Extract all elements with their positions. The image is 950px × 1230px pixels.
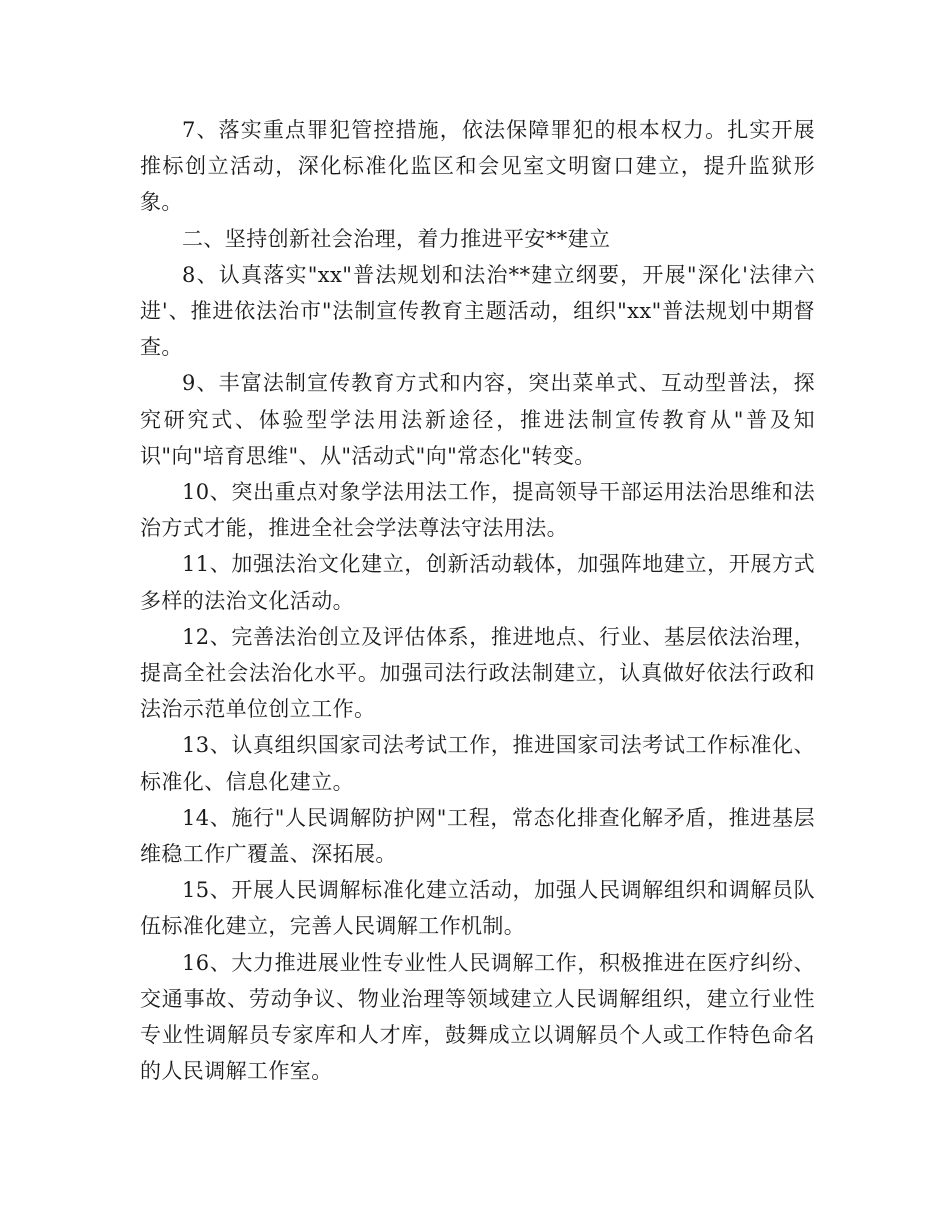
paragraph-item-14: 14、施行"人民调解防护网"工程，常态化排查化解矛盾，推进基层维稳工作广覆盖、深拓展。 bbox=[140, 805, 815, 867]
section-heading-2: 二、坚持创新社会治理，着力推进平安**建立 bbox=[182, 226, 611, 251]
paragraph-item-13: 13、认真组织国家司法考试工作，推进国家司法考试工作标准化、标准化、信息化建立。 bbox=[140, 733, 815, 794]
paragraph-item-11: 11、加强法治文化建立，创新活动载体，加强阵地建立，开展方式多样的法治文化活动。 bbox=[140, 552, 815, 613]
paragraph-item-10: 10、突出重点对象学法用法工作，提高领导干部运用法治思维和法治方式才能，推进全社会学法尊法守法用法。 bbox=[140, 480, 815, 541]
paragraph-item-7: 7、落实重点罪犯管控措施，依法保障罪犯的根本权力。扎实开展推标创立活动，深化标准化监区和会见室文明窗口建立，提升监狱形象。 bbox=[140, 118, 815, 215]
paragraph-item-16: 16、大力推进展业性专业性人民调解工作，积极推进在医疗纠纷、交通事故、劳动争议、物业治理等领域建立人民调解组织，建立行业性专业性调解员专家库和人才库，鼓舞成立以调解员个人或工作特色命名的人民调解工作室。 bbox=[140, 950, 815, 1084]
document-body bbox=[140, 112, 815, 1089]
paragraph-item-15: 15、开展人民调解标准化建立活动，加强人民调解组织和调解员队伍标准化建立，完善人民调解工作机制。 bbox=[140, 878, 815, 939]
paragraph-item-8: 8、认真落实"xx"普法规划和法治**建立纲要，开展"深化'法律六进'、推进依法治市"法制宣传教育主题活动，组织"xx"普法规划中期督查。 bbox=[140, 262, 815, 360]
paragraph-item-9: 9、丰富法制宣传教育方式和内容，突出菜单式、互动型普法，探究研究式、体验型学法用法新途径，推进法制宣传教育从"普及知识"向"培育思维"、从"活动式"向"常态化"转变。 bbox=[140, 371, 815, 468]
paragraph-item-12: 12、完善法治创立及评估体系，推进地点、行业、基层依法治理，提高全社会法治化水平。加强司法行政法制建立，认真做好依法行政和法治示范单位创立工作。 bbox=[140, 624, 815, 722]
